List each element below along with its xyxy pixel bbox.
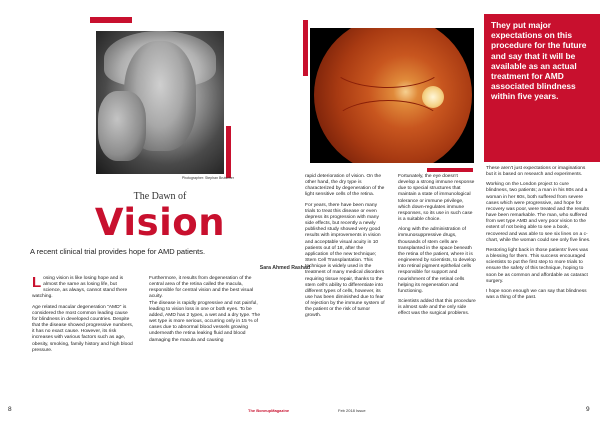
decorative-bar-right-vertical <box>303 20 308 76</box>
decorative-bar-mid <box>427 168 473 172</box>
article-column-3 <box>305 174 385 324</box>
dropcap-letter: L <box>32 274 42 291</box>
column-5-paragraph-2: Working on the London project to cure blindness, two patients; a man in his 80s and a woman in her 60s, both suffered from severe cases which were progressive, and hope for recovery was poor, were treated and the results have been remarkable. The man, who suffered from wet type AMD and very poor vision to the extent of not being able to see a book, recovered and was able to see six lines on a c-chart, while the woman could see only five lines. <box>486 182 591 243</box>
elderly-woman-photo <box>96 31 224 174</box>
photo-hand-shape <box>98 91 146 161</box>
retina-fundus-image <box>310 28 474 163</box>
footer-brand: The BoneupMagazine <box>248 408 290 413</box>
column-3-paragraph-2: For years, there have been many trials to treat this disease or even depress its progression with many side effects, but recently a newly published study showed very good results with improvements in vision and acceptable visual acuity in 10 patients out of 18, after the application of the new technique; Stem Cell Transplantation. This technique is widely used in the treatment of many medical disorders requiring tissue repair, thanks to the stem cell's ability to differentiate into different types of cells, however, its use has been diminished due to fear of rejection by the immune system of the patient or the risk of tumor growth. <box>305 202 385 319</box>
column-4-paragraph-1: Fortunately, the eye doesn't develop a strong immune response due to special structures that maintain a state of immunological tolerance or immune privilege, which down-regulates immune responses, so its use in such case is a suitable choice. <box>398 174 475 223</box>
decorative-bar-left-vertical <box>226 126 231 178</box>
article-author: Sara Ahmed Rashad <box>259 265 310 271</box>
article-column-4 <box>398 174 476 321</box>
footer-issue: Feb 2018 Issue <box>338 408 366 413</box>
column-1-paragraph-2: Age related macular degeneration "AMD" is considered the most common leading cause for blindness in developed countries. Despite that the disease showed progressive numbers, it has no exact cause. However, its risk increases with various factors such as age, obesity, smoking, family history and high blood pressure. <box>32 304 134 353</box>
headline-subtitle: A recent clinical trial provides hope for AMD patients. <box>30 247 206 256</box>
column-2-paragraph-2: The disease is rapidly progressive and not painful, leading to vision loss in one or both eyes. To be added, AMD has 2 types, a wet and a dry type. The wet type is more serious, occurring only in 15 % of cases due to abnormal blood vessels growing underneath the retina leaking fluid and blood damaging the macula and causing <box>149 300 261 343</box>
column-5-paragraph-3: Restoring light back in those patients' lives was a blessing for them. This success encouraged scientists to put the first step to more trials to ensure the safety of this technique, hoping to soon be as common and affordable as cataract surgery. <box>486 247 589 284</box>
column-2-paragraph-1: Furthermore, it results from degeneration of the central area of the retina called the macula, responsible for central vision and the best visual acuity. <box>149 276 254 300</box>
article-column-5 <box>486 166 592 305</box>
decorative-bar-top-left <box>90 17 132 23</box>
column-5-paragraph-1: These aren't just expectations or imaginations but it is based on research and experiments. <box>486 166 586 178</box>
retina-vessel <box>330 40 445 88</box>
column-3-paragraph-1: rapid deterioration of vision. On the other hand, the dry type is characterized by degeneration of the light sensitive cells of the retina. <box>305 174 385 198</box>
column-1-paragraph-1: Losing vision is like losing hope and is almost the same as losing life, but science, as always, cannot stand there watching. <box>32 274 128 300</box>
headline-title: Vision <box>94 201 226 244</box>
column-4-paragraph-2: Along with the administration of immunosuppressive drugs, thousands of stem cells are transplanted in the space beneath the retina of the patient, where it is engineered by scientists, to develop into retinal pigment epithelial cells responsible for support and nourishment of the retinal cells helping its regeneration and functioning. <box>398 227 476 294</box>
pull-quote: They put major expectations on this procedure for the future and say that it will be available as an actual treatment for AMD associated blindness within five years. <box>484 14 600 162</box>
page-number-right: 9 <box>586 406 590 413</box>
headline-kicker: The Dawn of <box>133 191 187 202</box>
article-column-1 <box>32 276 134 358</box>
photo-credit: Photographer: Stephan Brutscher <box>181 176 234 180</box>
page-number-left: 8 <box>8 406 12 413</box>
retina-vessel <box>332 100 444 150</box>
column-4-paragraph-3: Scientists added that this procedure is almost safe and the only side effect was the surgical problems. <box>398 298 476 317</box>
article-column-2 <box>149 276 265 348</box>
optic-disc <box>422 86 444 108</box>
column-5-paragraph-4: I hope soon enough we can say that blindness was a thing of the past. <box>486 288 587 300</box>
